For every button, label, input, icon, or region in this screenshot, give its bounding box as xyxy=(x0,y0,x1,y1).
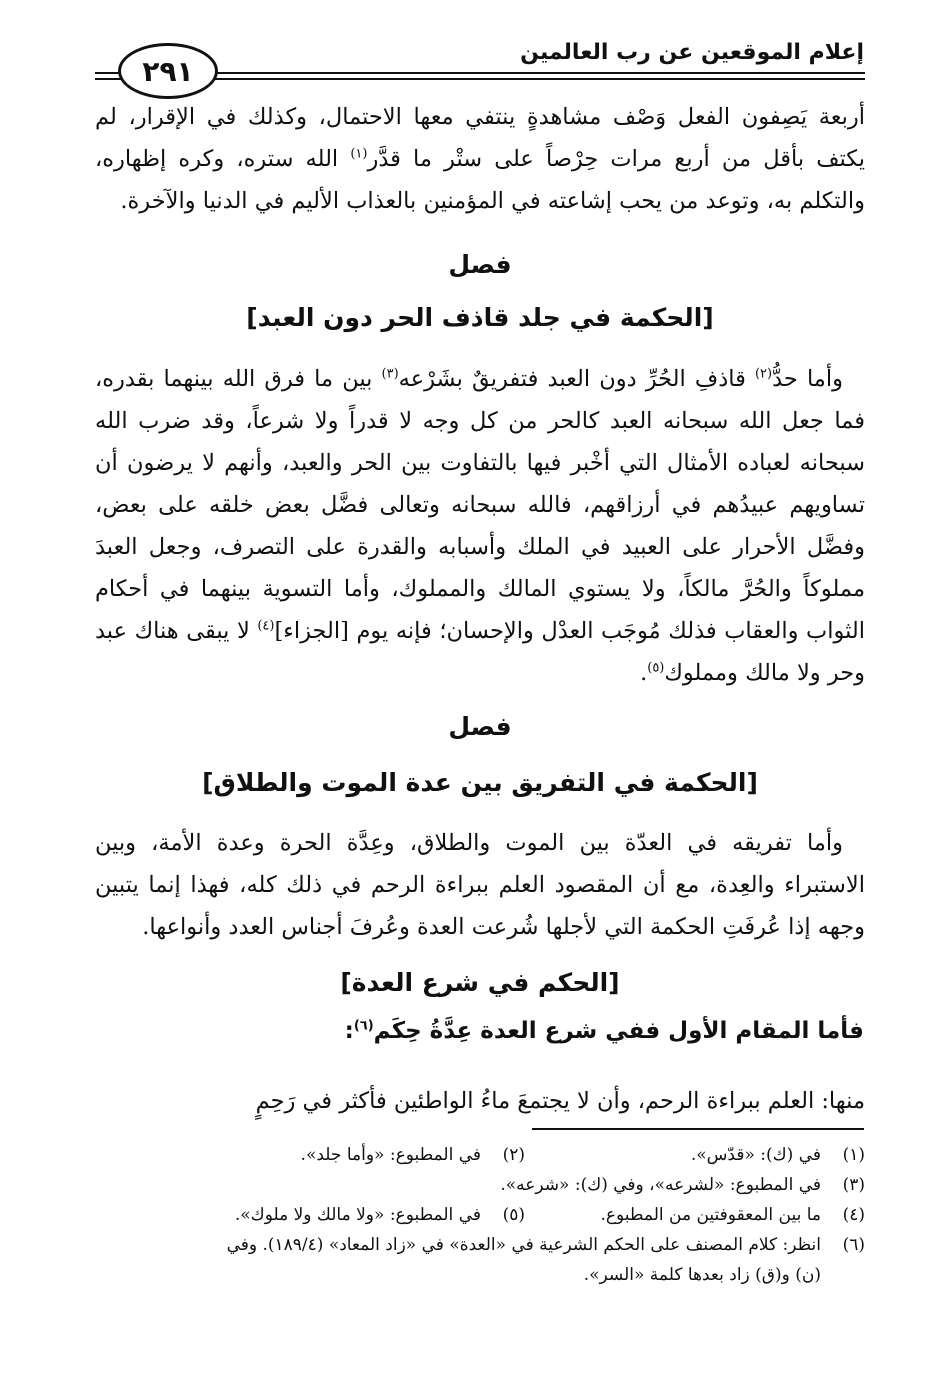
footnote-number: (٢) xyxy=(502,1145,525,1165)
footnote-ref[interactable]: (٥) xyxy=(647,660,665,676)
footnote-text: في المطبوع: «لشرعه»، وفي (ك): «شرعه». xyxy=(500,1175,821,1195)
footnote-row xyxy=(95,1140,865,1170)
sub-heading: فأما المقام الأول ففي شرع العدة عِدَّةُ حِكَم$^{(٦)}$: xyxy=(344,1018,864,1044)
chapter-heading: فصل xyxy=(448,712,512,741)
footnote-text: في (ك): «قدّس». xyxy=(690,1145,821,1165)
paragraph: منها: العلم ببراءة الرحم، وأن لا يجتمعَ ماءُ الواطئين فأكثر في رَحِمٍ xyxy=(255,1088,865,1114)
footnote-text: في المطبوع: «وأما جلد». xyxy=(300,1145,481,1165)
footnote-ref[interactable]: (٤) xyxy=(257,618,275,634)
section-title: [الحكم في شرع العدة] xyxy=(340,968,620,997)
page-number-badge: ٢٩١ xyxy=(118,43,218,99)
footnote-number: (٣) xyxy=(842,1175,865,1195)
footnote-number: (١) xyxy=(842,1145,865,1165)
footnote-ref[interactable]: (٦) xyxy=(353,1018,374,1034)
footnote xyxy=(235,1200,525,1230)
footnote-ref[interactable]: (٢) xyxy=(754,366,773,382)
footnote xyxy=(227,1230,865,1260)
footnote xyxy=(525,1200,865,1230)
footnote-text: انظر: كلام المصنف على الحكم الشرعية في «العدة» في «زاد المعاد» (١٨٩/٤). وفي xyxy=(226,1235,821,1255)
footnote-text: في المطبوع: «ولا مالك ولا ملوك». xyxy=(234,1205,481,1225)
footnote-row xyxy=(95,1230,865,1260)
footnote-text: ما بين المعقوفتين من المطبوع. xyxy=(600,1205,821,1225)
footnote xyxy=(525,1140,865,1170)
section-title: [الحكمة في جلد قاذف الحر دون العبد] xyxy=(246,303,714,332)
footnotes xyxy=(95,1140,865,1290)
footnote xyxy=(301,1140,525,1170)
paragraph: وأما تفريقه في العدّة بين الموت والطلاق، وعِدَّة الحرة وعدة الأمة، وبين الاستبراء والعِدة، مع أن المقصود العلم ببراءة الرحم في ذلك كله، فهذا إنما يتبين وجهه إذا عُرفَتِ الحكمة التي لأجلها شُرعت العدة وعُرفَ أجناس العدد وأنواعها. xyxy=(95,830,865,940)
footnote-row xyxy=(95,1170,865,1200)
paragraph: أربعة يَصِفون الفعل وَصْف مشاهدةٍ ينتفي معها الاحتمال، وكذلك في الإقرار، لم يكتف بأقل من أربع مرات حِرْصاً على ستْر ما قدَّر$^{(١)}$ الله ستره، وكره إظهاره، والتكلم به، وتوعد من يحب إشاعته في المؤمنين بالعذاب الأليم في الدنيا والآخرة. xyxy=(95,104,865,214)
footnote-divider xyxy=(532,1128,864,1130)
section-title: [الحكمة في التفريق بين عدة الموت والطلاق] xyxy=(202,768,758,797)
chapter-heading: فصل xyxy=(448,250,512,279)
footnote-ref[interactable]: (٣) xyxy=(381,366,399,382)
running-header-title: إعلام الموقعين عن رب العالمين xyxy=(520,40,864,65)
footnote-continuation: (ن) و(ق) زاد بعدها كلمة «السر». xyxy=(583,1265,821,1285)
footnote-number: (٦) xyxy=(842,1235,865,1255)
footnote-ref[interactable]: (١) xyxy=(350,146,368,162)
paragraph: وأما حدُّ$^{(٢)}$ قاذفِ الحُرِّ دون العبد فتفريقٌ بشَرْعه$^{(٣)}$ بين ما فرق الله بينهما بقدره، فما جعل الله سبحانه العبد كالحر من كل وجه لا قدراً ولا شرعاً، وقد ضرب الله سبحانه لعباده الأمثال التي أخْبر فيها بالتفاوت بين الحر والعبد، وأنهم لا يرضون أن تساويهم عبيدُهم في أرزاقهم، فالله سبحانه وتعالى فضَّل بعض خلقه على بعض، وفضَّل الأحرار على العبيد في الملك وأسبابه والقدرة على التصرف، وجعل العبدَ مملوكاً والحُرَّ مالكاً، ولا يستوي المالك والمملوك، وأما التسوية بينهما في أحكام الثواب والعقاب فذلك مُوجَب العدْل والإحسان؛ فإنه يوم [الجزاء]$^{(٤)}$ لا يبقى هناك عبد وحر ولا مالك ومملوك$^{(٥)}$. xyxy=(95,366,865,686)
footnote-number: (٤) xyxy=(842,1205,865,1225)
footnote-row xyxy=(95,1200,865,1230)
footnote xyxy=(500,1170,865,1200)
footnote-number: (٥) xyxy=(502,1205,525,1225)
